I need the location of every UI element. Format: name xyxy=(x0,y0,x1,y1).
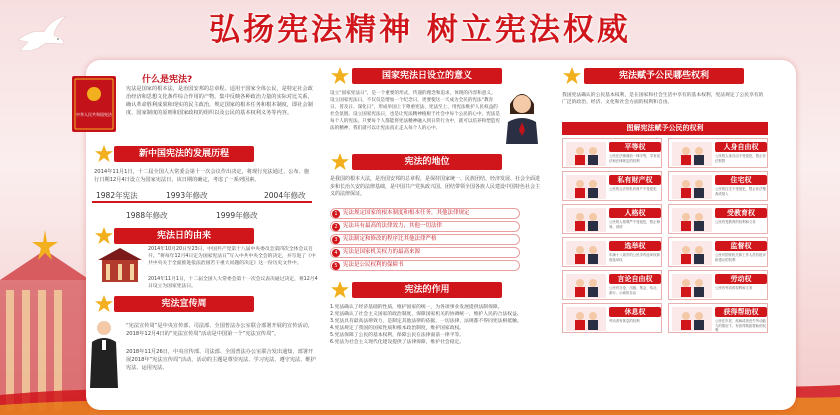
rights-card xyxy=(668,204,768,234)
rights-card-label: 平等权 xyxy=(609,142,661,152)
list-item: 5 宪法是公民权利的保障书 xyxy=(330,260,520,271)
promo-banner: 宪法宣传周 xyxy=(114,296,254,312)
list-item: 2.宪法确认了社会主义国家的政治制度，保障国家机关的协调统一，维护人民的合法权益。 xyxy=(330,312,522,317)
rights-card-desc: 公民的合法的私有财产不受侵犯 xyxy=(609,187,657,191)
rights-illustration-icon xyxy=(672,241,712,265)
origin-text-1: 2014年10月20日至23日，中国共产党第十八届中央委员会第四次全体会议召开。“将每年12月4日定为国家宪法日”写入中共中央全会的决定，并写进了《中共中央关于全面推进依法治国若干重大问题的决定》这一份历史文件中。 xyxy=(148,247,316,266)
list-item: 5.宪法保障了公民的基本权利，保障公民在法律面前一律平等。 xyxy=(330,333,465,338)
content-board xyxy=(76,60,796,410)
list-item: 1 宪法规定国家的根本制度和根本任务，其他法律规定 xyxy=(330,208,520,219)
star-icon xyxy=(330,66,350,86)
rights-card xyxy=(668,171,768,201)
rights-illustration-icon xyxy=(566,142,606,166)
promo-text-2: 2018年11月26日，中央宣传部、司法部、全国普法办公室联合发出通知，部署开展2018年“宪法宣传周”活动，活动的主题是尊崇宪法、学习宪法、遵守宪法、维护宪法、运用宪法。 xyxy=(126,349,316,371)
rights-illustration-icon xyxy=(672,274,712,298)
rights-card xyxy=(562,138,662,168)
rights-card xyxy=(668,270,768,300)
rights-illustration-icon xyxy=(672,307,712,331)
rights-card-desc: 公民在法律面前一律平等，享有宪法和法律规定的权利 xyxy=(609,154,660,163)
list-item: 2 宪法具有最高的法律效力，其他一切法律 xyxy=(330,221,520,232)
rights-card xyxy=(668,237,768,267)
timeline-label: 1999年修改 xyxy=(216,211,258,220)
rights-grid xyxy=(562,138,768,410)
rights-card xyxy=(668,138,768,168)
rights-card-desc: 公民有受教育的权利和义务 xyxy=(715,220,756,224)
role-list xyxy=(330,304,540,346)
rights-card-label: 休息权 xyxy=(609,307,661,317)
timeline-label: 1988年修改 xyxy=(126,211,168,220)
significance-text: 设立“国家宪法日”，是一个重要的形式，传递的理念和追求，体现的内容和意义。设立国家宪法日，不仅仅是增加一个纪念日，更要使这一天成为全民的宪法“教育日、普及日、深化日”，形成举国上下尊重宪法、宪法至上、用宪法维护人民权益的社会氛围。设立国家宪法日，也是让宪法精神植根于社会中每个公民的心中。宪法是每个人的宪法。只要每个人都能将宪法精神融入到日常行为中，就可以培养和塑造宪法的精神，我们就可以让宪法真正走入每个人的心中。 xyxy=(330,91,500,131)
star-icon xyxy=(94,294,114,314)
history-banner: 新中国宪法的发展历程 xyxy=(114,146,254,162)
page-title: 弘扬宪法精神 树立宪法权威 xyxy=(209,12,631,48)
rights-card-label: 人身自由权 xyxy=(715,142,767,152)
what-is-title: 什么是宪法? xyxy=(142,75,193,85)
rights-illustration-icon xyxy=(566,274,606,298)
list-item: 6.宪法为社会主义现代化建设提供了法律保障，维护社会稳定。 xyxy=(330,340,465,345)
origin-text-2: 2014年11月1日，十二届全国人大常委会第十一次会议表决通过决定，将12月4日设立为国家宪法日。 xyxy=(148,277,318,289)
star-icon xyxy=(330,152,350,172)
star-icon xyxy=(94,144,114,164)
rights-card xyxy=(562,270,662,300)
timeline-label: 1993年修改 xyxy=(166,191,208,200)
rights-card-desc: 公民的人格尊严不受侵犯，禁止侮辱、诽谤 xyxy=(609,220,660,229)
star-icon xyxy=(330,280,350,300)
building-icon xyxy=(96,246,144,284)
rights-card xyxy=(562,237,662,267)
rights-illustration-icon xyxy=(566,208,606,232)
role-banner: 宪法的作用 xyxy=(352,282,502,298)
rights-illustration-icon xyxy=(672,208,712,232)
timeline-label: 2004年修改 xyxy=(264,191,306,200)
book-title: 中华人民共和国宪法 xyxy=(76,112,112,117)
rights-card-desc: 年满十八周岁的公民享有选举权和被选举权 xyxy=(609,253,660,262)
rights-card xyxy=(668,303,768,333)
star-icon xyxy=(562,66,582,86)
rights-card-label: 选举权 xyxy=(609,241,661,251)
rights-card-label: 监督权 xyxy=(715,241,767,251)
rights-banner: 宪法赋予公民哪些权利 xyxy=(584,68,744,84)
rights-illustration-icon xyxy=(672,175,712,199)
list-item: 4.宪法规定了我国的国家性质和根本政治制度，维护国家政权。 xyxy=(330,326,465,331)
official-figure-icon xyxy=(500,86,544,144)
list-item: 3.宪法具有最高法律效力，是制定其他法律的依据，一切法律、法规都不得同宪法相抵触。 xyxy=(330,319,522,324)
rights-illustration-icon xyxy=(566,241,606,265)
rights-card-desc: 公民的住宅不受侵犯，禁止非法搜查或侵入 xyxy=(715,187,766,196)
history-text: 2014年11月1日，十二届全国人大常委会第十一次会议作出决定，将现行宪法通过、公布、施行日期12月4日设立为国家宪法日，该日期的确定，考虑了一系列因素。 xyxy=(94,169,310,183)
status-text: 是我国的根本大法，是治国安邦的总章程，是保持国家统一、民族团结、经济发展、社会全面进步和长治久安的法律基础，是中国共产党执政兴国、团结带领全国各族人民建设中国特色社会主义的法律保证。 xyxy=(330,176,541,197)
rights-card-desc: 公民有劳动的权利和义务 xyxy=(715,286,753,290)
status-banner: 宪法的地位 xyxy=(352,154,502,170)
rights-card-desc: 公民的人身自由不受侵犯，禁止非法拘禁 xyxy=(715,154,766,163)
rights-illustration-icon xyxy=(566,307,606,331)
timeline-label: 1982年宪法 xyxy=(96,191,138,200)
rights-card-desc: 公民对国家机关和工作人员有批评和建议的权利 xyxy=(715,253,766,262)
rights-illustration-icon xyxy=(672,142,712,166)
rights-card-desc: 劳动者有休息的权利 xyxy=(609,319,640,323)
timeline xyxy=(86,190,321,230)
rights-card xyxy=(562,171,662,201)
rights-card-label: 劳动权 xyxy=(715,274,767,284)
rights-card-label: 私有财产权 xyxy=(609,175,661,185)
rights-card-label: 言论自由权 xyxy=(609,274,661,284)
diagram-title: 图解宪法赋予公民的权利 xyxy=(562,122,768,135)
significance-banner: 国家宪法日设立的意义 xyxy=(352,68,502,84)
rights-illustration-icon xyxy=(566,175,606,199)
rights-card-desc: 公民在年老、疾病或者丧失劳动能力的情况下，有获得物质帮助的权利 xyxy=(715,319,766,332)
what-is-text: 宪法是国家的根本法，是治国安邦的总章程。适用于国家全体公民，是特定社会政治经济和思想文化条件综合作用的产物。集中反映各种政治力量的实际对比关系，确认革命胜利成果和现实的民主政治，规定国家的根本任务和根本制度，即社会制度、国家制度的原则和国家政权的组织以及公民的基本权利义务等内容。 xyxy=(126,86,313,116)
constitution-book-icon xyxy=(70,74,118,134)
rights-text: 我国宪法确认的公民基本权利，是在国家和社会生活中享有的基本权利，宪法规定了公民享有的广泛的政治、经济、文化和社会方面的权利和自由。 xyxy=(562,93,764,105)
origin-banner: 宪法日的由来 xyxy=(114,228,254,244)
judge-figure-icon xyxy=(88,318,120,388)
rights-card-desc: 公民有言论、出版、集会、结社、游行、示威的自由 xyxy=(609,286,660,295)
rights-card-label: 人格权 xyxy=(609,208,661,218)
list-item: 4 宪法是国家机关权力的最高来源 xyxy=(330,247,520,258)
rights-card-label: 获得帮助权 xyxy=(715,307,767,317)
rights-card xyxy=(562,303,662,333)
list-item: 3 宪法制定和修改的程序比其他法律严格 xyxy=(330,234,520,245)
promo-text-1: “宪法宣传周”是中央宣传部、司法部、全国普法办公室联合部署开展的宣传活动，2018年12月4日的“宪法宣传周”活动是中国第一个“宪法宣传周”。 xyxy=(126,323,313,337)
star-icon xyxy=(94,226,114,246)
rights-card xyxy=(562,204,662,234)
rights-card-label: 受教育权 xyxy=(715,208,767,218)
rights-card-label: 住宅权 xyxy=(715,175,767,185)
list-item: 1.宪法确认了经济基础的性质，维护国家的统一，为各项事业发展提供法制保障。 xyxy=(330,305,503,310)
